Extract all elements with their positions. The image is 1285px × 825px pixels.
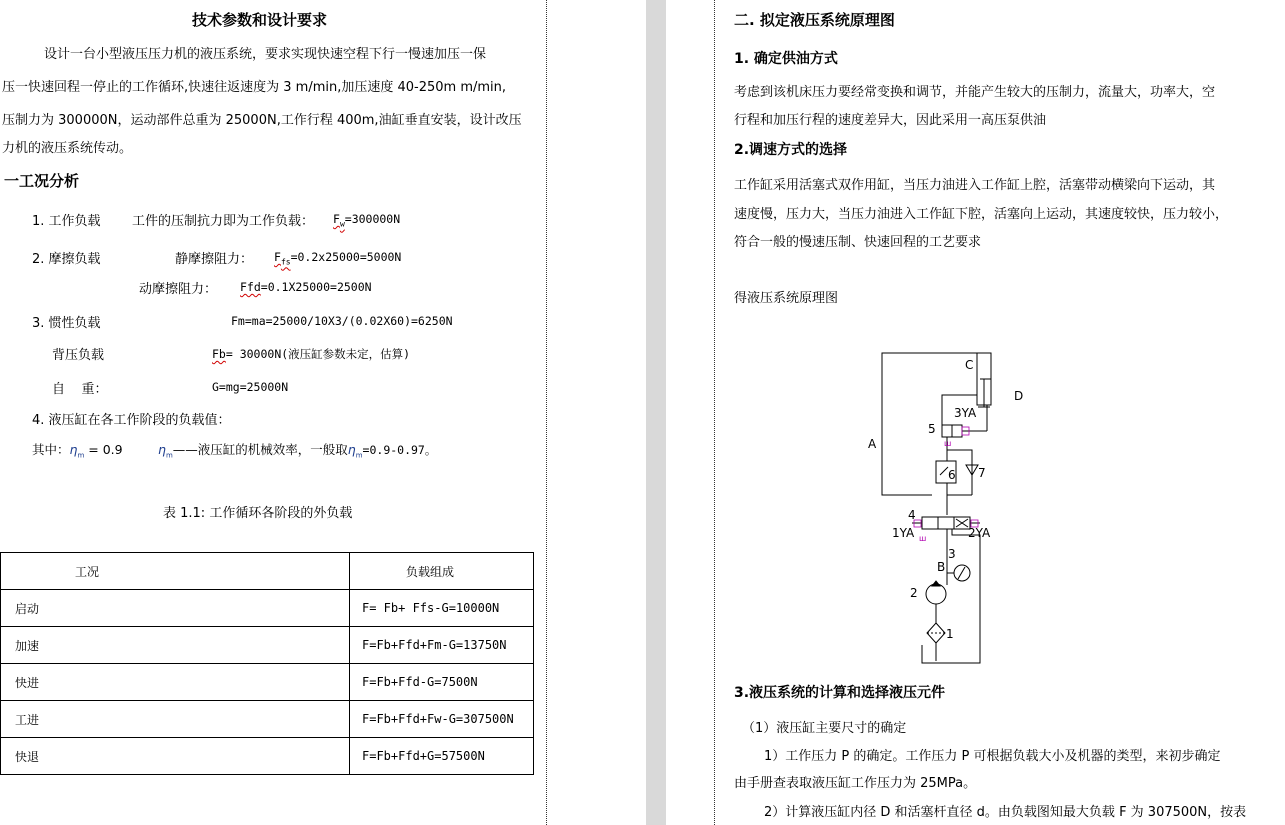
label-5: 5 xyxy=(928,422,936,436)
table-row xyxy=(1,627,534,664)
paragraph-line: 工作缸采用活塞式双作用缸，当压力油进入工作缸上腔，活塞带动横梁向下运动，其 xyxy=(734,178,1216,193)
valve-6-arrow xyxy=(940,467,948,475)
eta-symbol: η xyxy=(347,442,356,457)
item-label: 4. 液压缸在各工作阶段的负载值： xyxy=(32,413,231,428)
paragraph-line: （1）液压缸主要尺寸的确定 xyxy=(742,721,907,736)
margin-guide xyxy=(546,0,547,825)
eta-subscript: m xyxy=(355,451,363,460)
tank xyxy=(922,645,980,663)
label-7: 7 xyxy=(978,466,986,480)
intro-line: 力机的液压系统传动。 xyxy=(2,141,133,156)
label-d: D xyxy=(1014,389,1024,403)
formula-subscript: fs xyxy=(280,257,291,267)
item-label: 自 重： xyxy=(52,382,108,397)
section-heading: 二. 拟定液压系统原理图 xyxy=(734,11,895,29)
margin-guide xyxy=(714,0,715,825)
formula-symbol: Fb xyxy=(212,347,226,361)
intro-line: 压一快速回程一停止的工作循环,快速往返速度为 3 m/min,加压速度 40-250m m/min, xyxy=(2,80,507,95)
table-row xyxy=(1,738,534,775)
label-2ya: 2YA xyxy=(968,526,991,540)
item-text: 动摩擦阻力： xyxy=(139,282,218,297)
eta-symbol: η xyxy=(69,442,78,457)
valve-4-center xyxy=(938,517,954,529)
eff-desc-value: =0.9-0.97。 xyxy=(362,443,437,457)
label-b: B xyxy=(937,560,946,574)
eff-value: = 0.9 xyxy=(88,442,123,457)
formula xyxy=(274,250,401,266)
intro-line: 压制力为 300000N，运动部件总重为 25000N,工作行程 400m,油缸垂直安装，设计改压 xyxy=(2,113,522,128)
eff-desc-prefix: ——液压缸的机械效率，一般取 xyxy=(172,442,348,457)
return-line xyxy=(952,529,980,663)
formula xyxy=(212,346,410,362)
label-3: 3 xyxy=(948,547,956,561)
hydraulic-schematic xyxy=(852,345,1052,670)
table-cell-load: F=Fb+Ffd+G=57500N xyxy=(350,738,534,775)
paragraph-line: 1）工作压力 P 的确定。工作压力 P 可根据负载大小及机器的类型，来初步确定 xyxy=(764,749,1221,764)
formula-value: =0.2x25000=5000N xyxy=(290,250,402,264)
eta-subscript: m xyxy=(77,451,85,460)
page-separator xyxy=(646,0,666,825)
label-w2: ш xyxy=(919,534,927,543)
formula-symbol: Ffd xyxy=(240,280,261,294)
document-page-left xyxy=(0,0,610,825)
paragraph-line: 行程和加压行程的速度差异大，因此采用一高压泵供油 xyxy=(734,113,1047,128)
label-c: C xyxy=(965,358,974,372)
item-text: 静摩擦阻力： xyxy=(175,252,254,267)
paragraph-line: 速度慢，压力大，当压力油进入工作缸下腔，活塞向上运动，其速度较快，压力较小， xyxy=(734,207,1229,222)
table-cell-condition: 加速 xyxy=(1,627,350,664)
formula: G=mg=25000N xyxy=(212,380,289,394)
table-cell-load: F=Fb+Ffd+Fm-G=13750N xyxy=(350,627,534,664)
gauge-needle xyxy=(958,567,965,579)
subsection-heading: 1. 确定供油方式 xyxy=(734,51,838,67)
table-cell-condition: 快退 xyxy=(1,738,350,775)
label-6: 6 xyxy=(948,468,956,482)
intro-line: 设计一台小型液压压力机的液压系统，要求实现快速空程下行一慢速加压一保 xyxy=(44,47,487,62)
label-w1: ш xyxy=(944,439,952,448)
table-header-row xyxy=(1,553,534,590)
eff-prefix: 其中： xyxy=(32,442,70,457)
table-row xyxy=(1,590,534,627)
table-cell-load: F=Fb+Ffd+Fw-G=307500N xyxy=(350,701,534,738)
paragraph-line: 符合一般的慢速压制、快速回程的工艺要求 xyxy=(734,235,982,250)
label-3ya: 3YA xyxy=(954,406,977,420)
formula xyxy=(333,212,400,228)
formula xyxy=(240,280,372,294)
paragraph-line: 由手册查表取液压缸工作压力为 25MPa。 xyxy=(734,776,977,791)
label-1: 1 xyxy=(946,627,954,641)
item-label: 背压负载 xyxy=(52,348,105,363)
efficiency-desc xyxy=(158,440,436,460)
table-header-cell: 负载组成 xyxy=(350,553,534,590)
formula-symbol: F xyxy=(274,250,281,264)
label-4: 4 xyxy=(908,508,916,522)
table-cell-condition: 快进 xyxy=(1,664,350,701)
table-cell-condition: 工进 xyxy=(1,701,350,738)
label-2: 2 xyxy=(910,586,918,600)
label-a: A xyxy=(868,437,877,451)
formula-value: = 30000N(液压缸参数未定，估算) xyxy=(225,347,411,361)
page-title: 技术参数和设计要求 xyxy=(192,11,328,29)
formula-value: =300000N xyxy=(344,212,401,226)
formula: Fm=ma=25000/10X3/(0.02X60)=6250N xyxy=(231,314,453,328)
item-label: 2. 摩擦负载 xyxy=(32,252,101,267)
valve-4-left xyxy=(922,517,938,529)
table-header-cell: 工况 xyxy=(1,553,350,590)
formula-subscript: w xyxy=(339,219,345,229)
eta-subscript: m xyxy=(165,451,173,460)
formula-symbol: F xyxy=(333,212,340,226)
load-table xyxy=(0,552,534,775)
subsection-heading: 2.调速方式的选择 xyxy=(734,142,848,158)
table-cell-condition: 启动 xyxy=(1,590,350,627)
table-row xyxy=(1,664,534,701)
item-label: 1. 工作负载 xyxy=(32,214,101,229)
label-1ya: 1YA xyxy=(892,526,915,540)
eta-symbol: η xyxy=(158,442,166,457)
paragraph-line: 考虑到该机床压力要经常变换和调节，并能产生较大的压制力，流量大，功率大，空 xyxy=(734,85,1216,100)
subsection-heading: 3.液压系统的计算和选择液压元件 xyxy=(734,685,946,701)
pump-2 xyxy=(926,584,946,604)
document-page-right xyxy=(712,0,1285,825)
table-cell-load: F= Fb+ Ffs-G=10000N xyxy=(350,590,534,627)
item-label: 3. 惯性负载 xyxy=(32,316,101,331)
section-heading: 一工况分析 xyxy=(4,172,80,190)
efficiency-line xyxy=(32,440,123,460)
paragraph-line: 2）计算液压缸内径 D 和活塞杆直径 d。由负载图知最大负载 F 为 307500N，按表 xyxy=(764,805,1247,820)
pump-arrow xyxy=(932,581,940,586)
table-cell-load: F=Fb+Ffd-G=7500N xyxy=(350,664,534,701)
diagram-caption: 得液压系统原理图 xyxy=(734,291,839,306)
formula-value: =0.1X25000=2500N xyxy=(260,280,372,294)
table-row xyxy=(1,701,534,738)
table-caption: 表 1.1: 工作循环各阶段的外负载 xyxy=(163,506,353,521)
item-text: 工件的压制抗力即为工作负载： xyxy=(132,214,315,229)
